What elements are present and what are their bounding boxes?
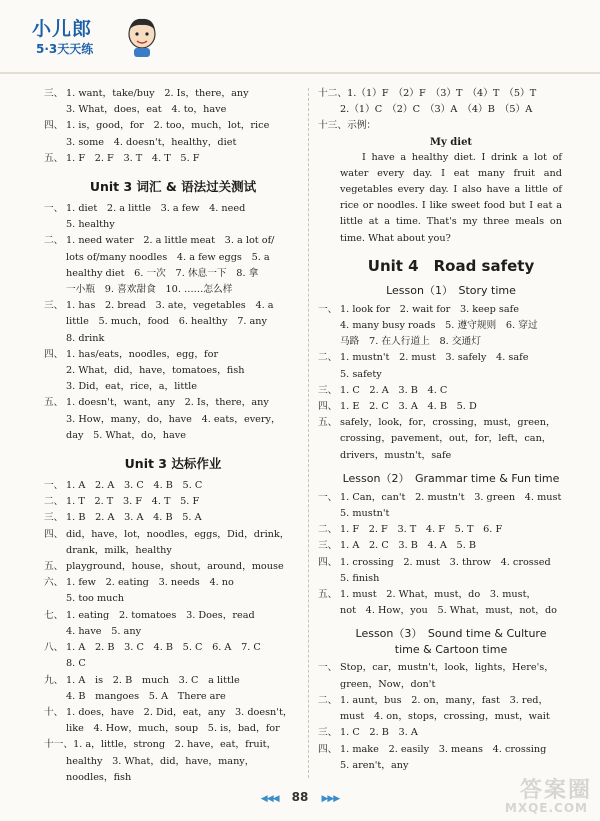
watermark-domain: MXQE.COM — [504, 801, 588, 815]
answer-line: 十三、示例： — [318, 120, 377, 132]
answer-line: 五、 1. doesn't，want，any 2. Is，there，any — [44, 397, 269, 409]
brand-logo — [14, 6, 174, 62]
essay-title: My diet — [429, 136, 473, 148]
answer-line: 八、 1. A 2. B 3. C 4. B 5. C 6. A 7. C — [44, 642, 261, 654]
column-divider — [308, 88, 309, 778]
answer-line: 马路 7. 在人行道上 8. 交通灯 — [340, 336, 481, 348]
answer-line: 5. healthy — [66, 219, 115, 231]
answer-line: 五、 safely，look，for，crossing，must，green， — [318, 417, 556, 429]
left-column — [44, 86, 302, 786]
answer-line: 六、 1. few 2. eating 3. needs 4. no — [44, 577, 234, 589]
answer-line: 4. have 5. any — [66, 625, 142, 637]
answer-line: 3. What，does，eat 4. to，have — [66, 104, 227, 116]
answer-line: 5. aren't，any — [340, 759, 409, 771]
mascot-icon — [124, 14, 160, 58]
answer-line: lots of/many noodles 4. a few eggs 5. a — [66, 251, 270, 263]
answer-block-lesson-3 — [318, 660, 584, 773]
answer-block-homework — [44, 478, 302, 786]
brand-title: 小儿郎 — [32, 18, 93, 40]
unit-title: Unit 4 Road safety — [367, 256, 535, 275]
answer-line: 4. many busy roads 5. 遵守规则 6. 穿过 — [340, 320, 538, 332]
next-arrows-icon: ▶▶▶ — [321, 794, 340, 804]
answer-line: 三、 1. has 2. bread 3. ate，vegetables 4. a — [44, 300, 274, 312]
answer-line: 一、 Stop，car，mustn't，look，lights，Here's， — [318, 662, 554, 674]
answer-line: 4. B mangoes 5. A There are — [66, 690, 226, 702]
answer-line: little 5. much，food 6. healthy 7. any — [66, 316, 268, 328]
lesson-3-title: Lesson（3） Sound time & Culture — [355, 627, 547, 641]
answer-line: crossing，pavement，out，for，left，can， — [340, 433, 552, 445]
lesson-3-title-continued: time & Cartoon time — [394, 643, 508, 657]
lesson-1-title: Lesson（1） Story time — [386, 283, 516, 297]
answer-line: 一、 1. A 2. A 3. C 4. B 5. C — [44, 480, 203, 492]
answer-line: 五、 1. must 2. What，must，do 3. must， — [318, 589, 537, 601]
answer-line: 8. C — [66, 658, 86, 670]
answer-line: 三、 1. C 2. A 3. B 4. C — [318, 384, 448, 396]
answer-line: 十、 1. does，have 2. Did，eat，any 3. doesn't， — [44, 706, 293, 718]
answer-line: 一、 1. diet 2. a little 3. a few 4. need — [44, 203, 246, 215]
answer-line: 二、 1. mustn't 2. must 3. safely 4. safe — [318, 352, 529, 364]
answer-line: 十一、1. a，little，strong 2. have，eat，fruit， — [44, 739, 277, 751]
answer-line: 五、 1. F 2. F 3. T 4. T 5. F — [44, 152, 200, 164]
watermark-text: 答案圈 — [519, 778, 592, 803]
essay-body: I have a healthy diet. I drink a lot of water every day. I eat many fruit and vegetables every day. I also have a little of rice or noodles. I like sweet food but I eat a little at a time. That's my three meals on time. What about you? — [340, 151, 562, 244]
answer-line: 十二、1.（1）F （2）F （3）T （4）T （5）T — [318, 88, 537, 99]
answer-line: 七、 1. eating 2. tomatoes 3. Does，read — [44, 609, 255, 621]
answer-line: 一小瓶 9. 喜欢甜食 10. ……怎么样 — [66, 284, 233, 296]
lesson-2-title: Lesson（2） Grammar time & Fun time — [342, 471, 560, 485]
answer-line: noodles，fish — [66, 771, 132, 783]
answer-line: 3. some 4. doesn't，healthy，diet — [66, 136, 237, 148]
brand-subtitle: 5·3天天练 — [36, 42, 94, 56]
section-title-homework: Unit 3 达标作业 — [124, 456, 222, 472]
answer-line: 5. finish — [340, 572, 380, 584]
answer-line: drank，milk，healthy — [66, 544, 172, 556]
answer-line: 3. Did，eat，rice，a，little — [66, 381, 198, 393]
answer-line: 二、 1. F 2. F 3. T 4. F 5. T 6. F — [318, 524, 503, 536]
answer-line: 3. How，many，do，have 4. eats，every， — [66, 413, 281, 425]
answer-line: day 5. What，do，have — [66, 429, 186, 441]
answer-line: 五、 playground，house，shout，around，mouse — [44, 561, 284, 573]
answer-line: 一、 1. look for 2. wait for 3. keep safe — [318, 303, 519, 315]
answer-line: 二、 1. T 2. T 3. F 4. T 5. F — [44, 496, 200, 508]
page-header — [0, 0, 600, 72]
answer-line: 四、 did，have，lot，noodles，eggs，Did，drink， — [44, 528, 290, 540]
right-column — [318, 86, 584, 774]
watermark-logo — [464, 773, 592, 817]
answer-block-lesson-1 — [318, 302, 584, 464]
answer-line: healthy diet 6. 一次 7. 休息一下 8. 拿 — [66, 267, 259, 279]
answer-line: not 4. How，you 5. What，must，not，do — [340, 605, 558, 617]
answer-line: 一、 1. Can，can't 2. mustn't 3. green 4. must — [318, 491, 562, 503]
answer-line: 四、 1. make 2. easily 3. means 4. crossing — [318, 743, 547, 755]
answer-line: 2. What，did，have，tomatoes，fish — [66, 365, 245, 377]
header-divider — [0, 72, 600, 74]
answer-line: 三、 1. want，take/buy 2. Is，there，any — [44, 88, 249, 99]
page-number: 88 — [291, 790, 309, 804]
answer-line: 四、 1. crossing 2. must 3. throw 4. crossed — [318, 556, 551, 568]
answer-line: 二、 1. aunt，bus 2. on，many，fast 3. red， — [318, 694, 549, 706]
answer-line: 二、 1. need water 2. a little meat 3. a lot of/ — [44, 235, 275, 247]
answer-block-vocab-grammar — [44, 201, 302, 444]
answer-block-top-right — [318, 86, 584, 135]
answer-line: 四、 1. is，good，for 2. too，much，lot，rice — [44, 120, 270, 132]
answer-block-top-left — [44, 86, 302, 167]
answer-block-lesson-2 — [318, 490, 584, 620]
answer-line: must 4. on，stops，crossing，must，wait — [340, 711, 550, 723]
section-title-vocab-grammar: Unit 3 词汇 & 语法过关测试 — [89, 179, 257, 195]
answer-line: 5. too much — [66, 593, 125, 605]
answer-line: 九、 1. A is 2. B much 3. C a little — [44, 674, 240, 686]
answer-line: 四、 1. E 2. C 3. A 4. B 5. D — [318, 401, 477, 413]
answer-line: 三、 1. C 2. B 3. A — [318, 727, 418, 739]
answer-line: 2.（1）C （2）C （3）A （4）B （5）A — [340, 104, 533, 116]
answer-line: drivers，mustn't，safe — [340, 449, 452, 461]
answer-line: 三、 1. A 2. C 3. B 4. A 5. B — [318, 540, 477, 552]
answer-line: 四、 1. has/eats，noodles，egg，for — [44, 348, 219, 360]
answer-line: like 4. How，much，soup 5. is，bad，for — [66, 723, 280, 735]
prev-arrows-icon: ◀◀◀ — [260, 794, 279, 804]
answer-line: healthy 3. What，did，have，many， — [66, 755, 255, 767]
answer-line: green，Now，don't — [340, 678, 436, 690]
answer-line: 8. drink — [66, 332, 105, 344]
answer-line: 5. safety — [340, 368, 382, 380]
answer-line: 三、 1. B 2. A 3. A 4. B 5. A — [44, 512, 202, 524]
answer-line: 5. mustn't — [340, 508, 390, 520]
